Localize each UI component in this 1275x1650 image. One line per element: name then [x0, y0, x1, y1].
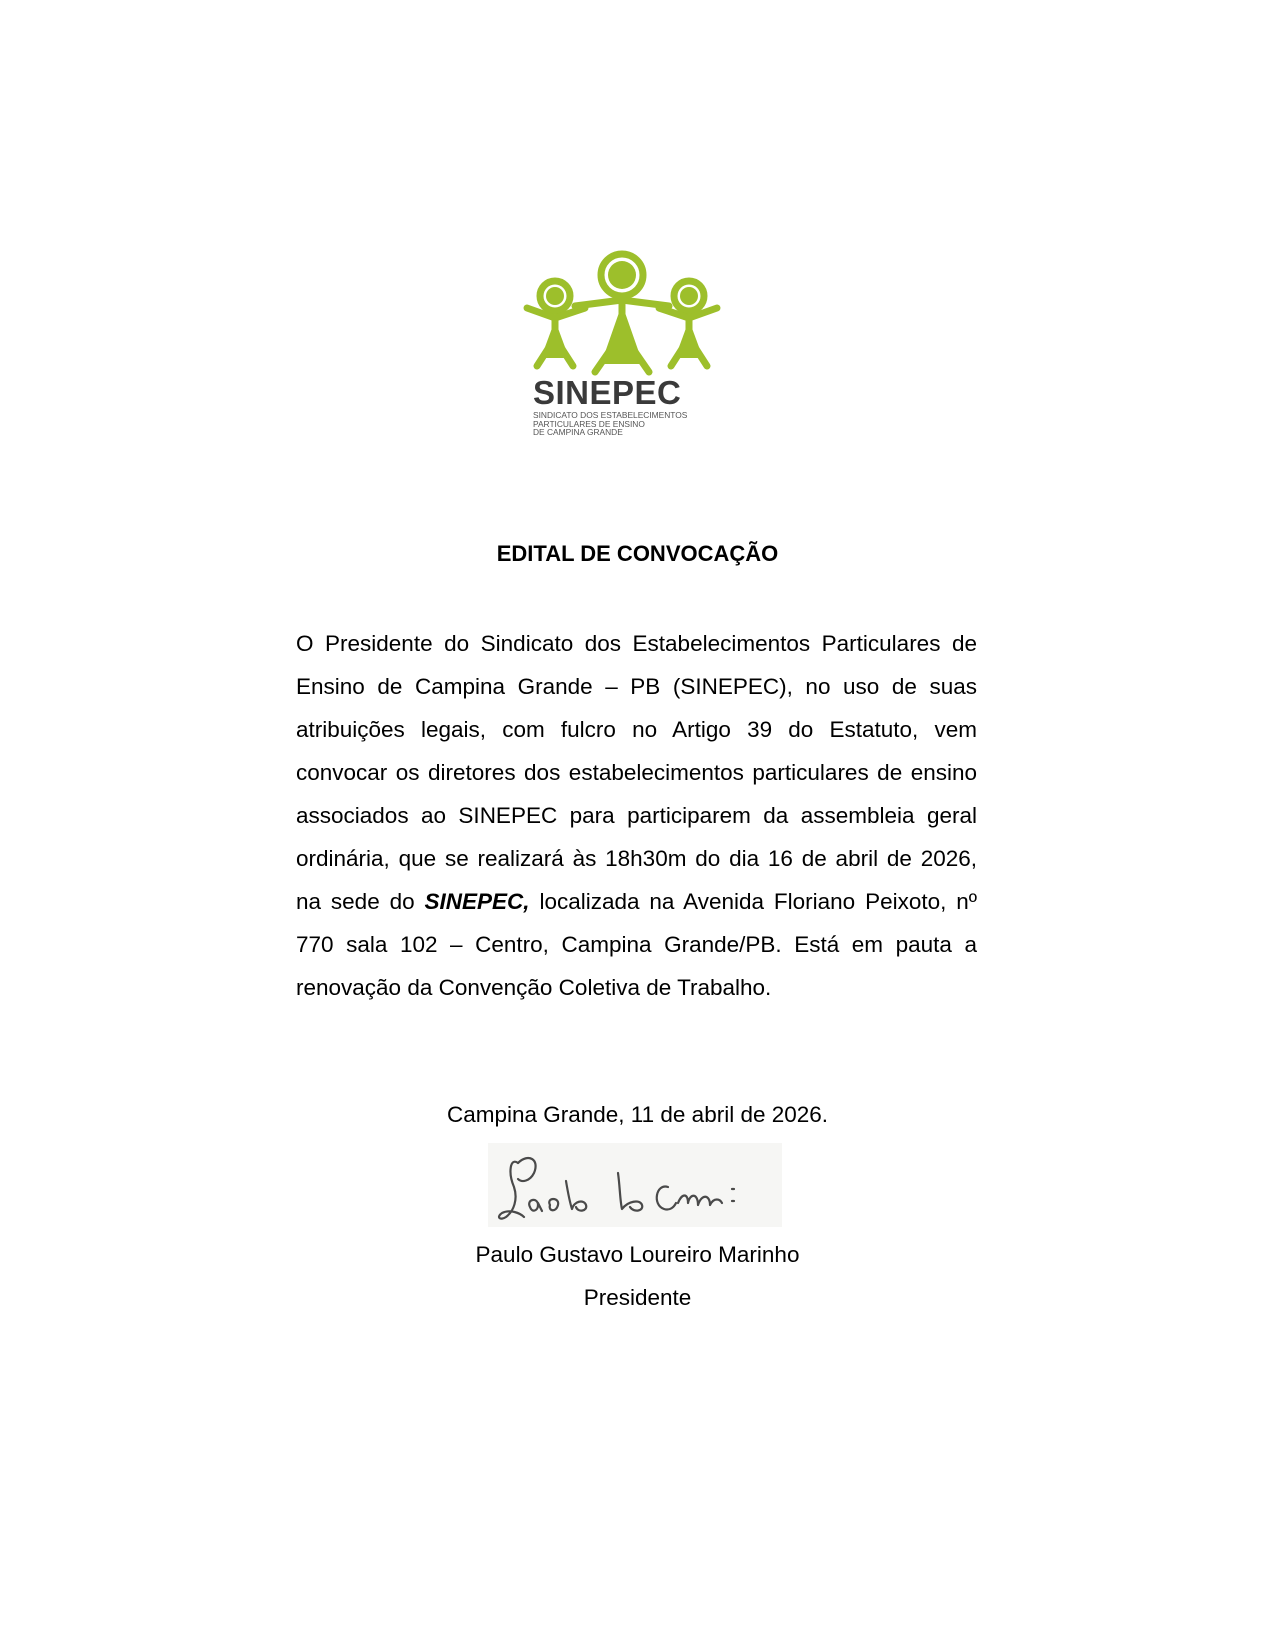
body-text-part-1: O Presidente do Sindicato dos Estabelecimentos Particulares de Ensino de Campina Grande – PB (SINEPEC), no uso de suas atribuições legais, com fulcro no Artigo 39 do Estatuto, vem convocar os diretores dos estabelecimentos particulares de ensino associados ao SINEPEC para participarem da assembleia geral ordinária, que se realizará às 18h30m do dia 16 de abril de 2026, na sede do	[296, 631, 977, 914]
document-title: EDITAL DE CONVOCAÇÃO	[496, 541, 779, 566]
signature-image	[488, 1143, 782, 1227]
logo-subtitle	[533, 411, 687, 437]
sinepec-logo	[515, 248, 730, 458]
logo-wordmark: SINEPEC	[533, 374, 682, 411]
signer-role: Presidente	[583, 1285, 692, 1310]
date-line: Campina Grande, 11 de abril de 2026.	[446, 1102, 829, 1127]
body-text-part-2: localizada na Avenida Floriano Peixoto, nº 770 sala 102 – Centro, Campina Grande/PB. Está em pauta a renovação da Convenção Coletiva de Trabalho.	[296, 889, 977, 1000]
logo-subtitle-line: DE CAMPINA GRANDE	[533, 427, 623, 438]
convocation-body	[296, 622, 977, 1009]
logo-subtitle-line: SINDICATO DOS ESTABELECIMENTOS	[533, 410, 688, 420]
logo-subtitle-line: PARTICULARES DE ENSINO	[533, 418, 645, 429]
signer-name: Paulo Gustavo Loureiro Marinho	[475, 1242, 800, 1267]
body-emphasis-sinepec: SINEPEC,	[424, 889, 530, 914]
three-children-holding-hands-logo-icon	[515, 248, 730, 378]
handwritten-signature-icon	[488, 1143, 782, 1227]
